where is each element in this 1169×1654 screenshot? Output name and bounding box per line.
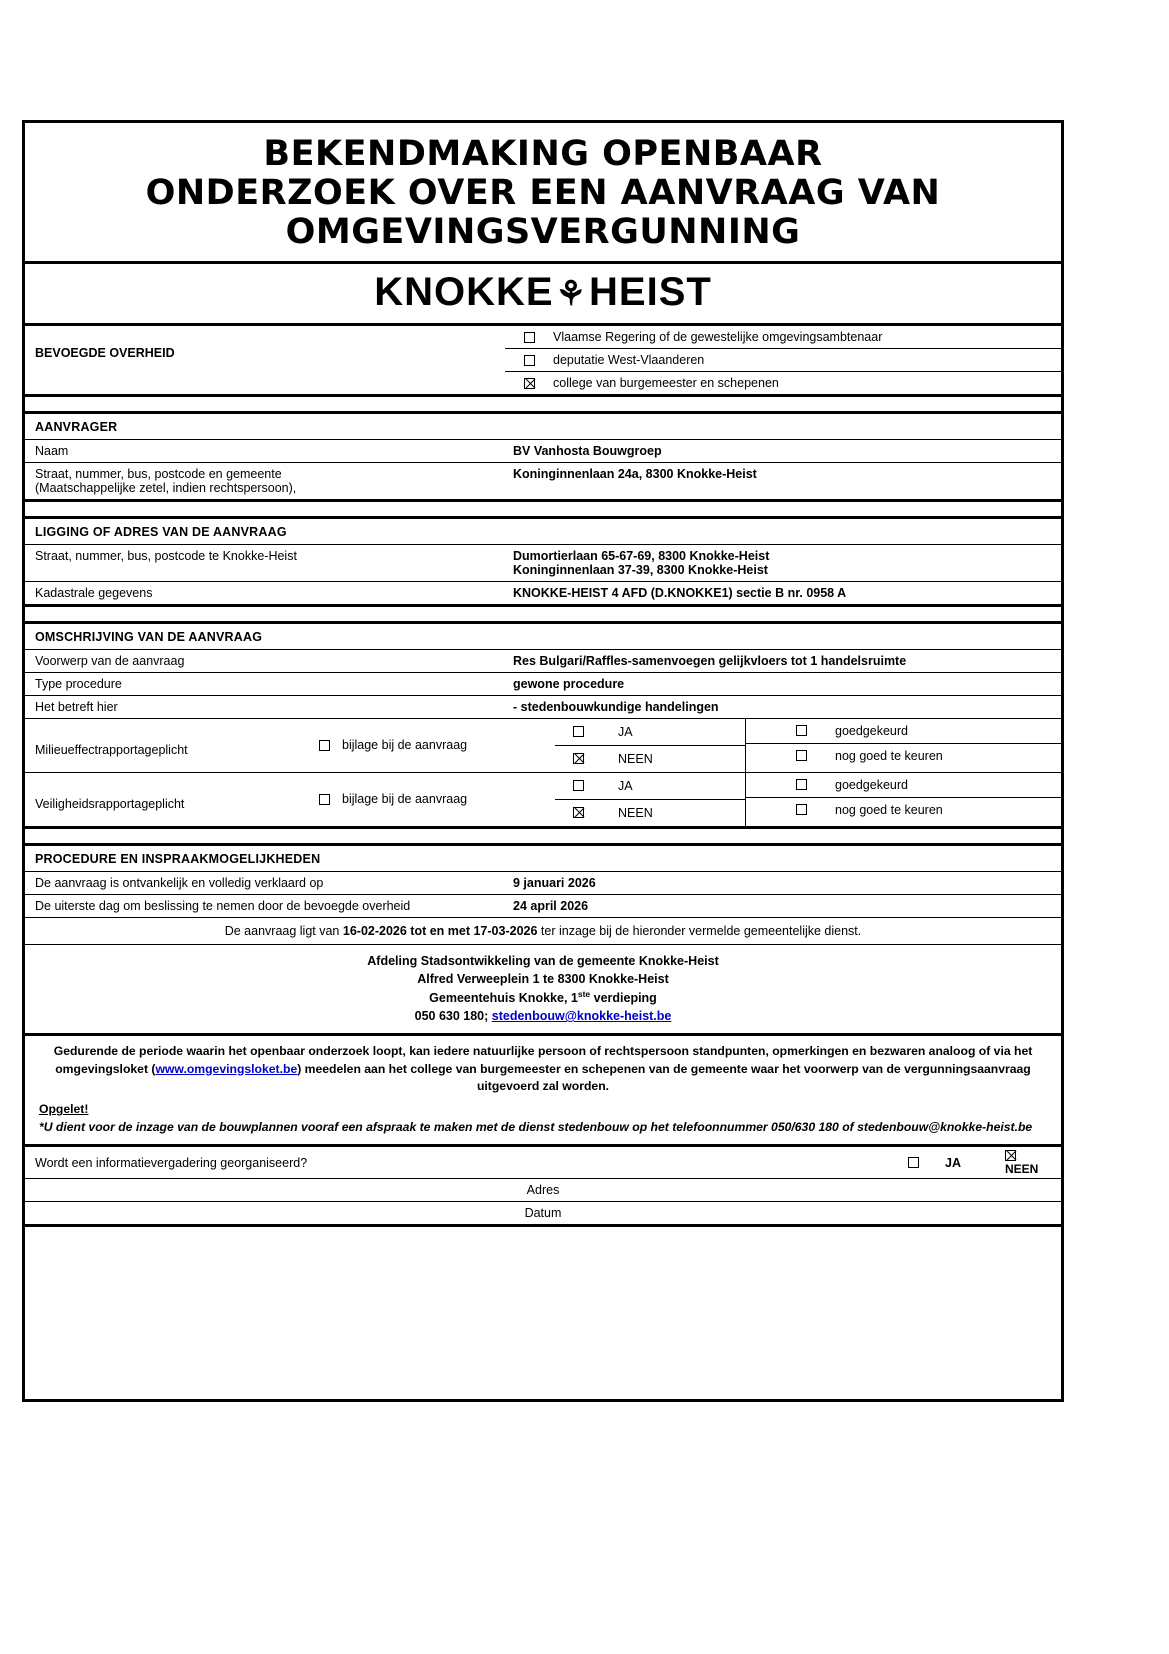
inspection-post-text: ter inzage bij de hieronder vermelde gemeentelijke dienst. [540, 923, 862, 938]
office-floor-b: verdieping [590, 990, 657, 1005]
mer-ja-neen [555, 719, 745, 772]
authority-checkbox-college[interactable] [524, 378, 535, 389]
applicant-name-row [25, 440, 1061, 463]
inspection-dates: 16-02-2026 tot en met 17-03-2026 [342, 923, 538, 938]
authority-option-row[interactable] [505, 349, 1061, 372]
vr-approved-checkbox[interactable] [796, 779, 807, 790]
authority-options [505, 326, 1061, 394]
mer-ja-row[interactable] [555, 719, 745, 746]
mer-to-approve-label: nog goed te keuren [835, 748, 943, 763]
vr-neen-label: NEEN [618, 805, 653, 820]
mer-neen-row[interactable] [555, 746, 745, 772]
authority-option-row[interactable] [505, 372, 1061, 394]
omgevingsloket-link[interactable]: www.omgevingsloket.be [155, 1061, 298, 1076]
description-subject-row [25, 650, 1061, 673]
authority-option-label: deputatie West-Vlaanderen [553, 352, 705, 367]
mer-attachment-checkbox[interactable] [319, 740, 330, 751]
vr-to-approve-label: nog goed te keuren [835, 802, 943, 817]
applicant-section [25, 414, 1061, 502]
office-email-link[interactable]: stedenbouw@knokke-heist.be [491, 1009, 672, 1024]
divider [25, 397, 1061, 414]
city-logo [25, 264, 1061, 326]
description-procedure-row [25, 673, 1061, 696]
description-subject-value: Res Bulgari/Raffles-samenvoegen gelijkvloers tot 1 handelsruimte [513, 653, 907, 668]
office-floor [33, 988, 1053, 1007]
mer-to-approve-row[interactable] [746, 744, 1061, 768]
inspection-pre-text: De aanvraag ligt van [224, 923, 340, 938]
office-address: Alfred Verweeplein 1 te 8300 Knokke-Heist [417, 971, 669, 986]
description-subject-label: Voorwerp van de aanvraag [35, 653, 185, 668]
info-meeting-neen-label: NEEN [1005, 1161, 1039, 1176]
procedure-deadline-label: De uiterste dag om beslissing te nemen door de bevoegde overheid [35, 898, 411, 913]
vr-attachment-checkbox[interactable] [319, 794, 330, 805]
procedure-receivable-label: De aanvraag is ontvankelijk en volledig verklaard op [35, 875, 324, 890]
vr-ja-row[interactable] [555, 773, 745, 800]
vr-approved-row[interactable] [746, 773, 1061, 798]
authority-option-label: college van burgemeester en schepenen [553, 375, 779, 390]
authority-label: BEVOEGDE OVERHEID [35, 345, 175, 360]
mer-row [25, 719, 1061, 773]
office-floor-a: Gemeentehuis Knokke, 1 [429, 990, 578, 1005]
info-meeting-datum-row: Datum [524, 1206, 562, 1221]
procedure-deadline-row [25, 895, 1061, 918]
divider [25, 607, 1061, 624]
notice-text-b: ) meedelen aan het college van burgemeester en schepenen van de gemeente waar het voorwerp van de vergunningsaanvraag uitgevoerd zal worden. [297, 1061, 1031, 1093]
mer-approved-label: goedgekeurd [835, 723, 908, 738]
vr-attachment[interactable] [315, 773, 555, 826]
procedure-receivable-row [25, 872, 1061, 895]
opgelet-header: Opgelet! [39, 1102, 89, 1117]
notice-text [25, 1036, 1061, 1097]
description-band-title: OMSCHRIJVING VAN DE AANVRAAG [25, 624, 1061, 650]
vr-ja-label: JA [618, 778, 633, 793]
location-cadastral-label: Kadastrale gegevens [35, 585, 153, 600]
document-title [25, 123, 1061, 264]
location-cadastral-value: KNOKKE-HEIST 4 AFD (D.KNOKKE1) sectie B nr. 0958 A [513, 585, 847, 600]
vr-label: Veiligheidsrapportageplicht [35, 796, 185, 811]
notice-text-a: Gedurende de periode waarin het openbaar onderzoek loopt, kan iedere natuurlijke persoon of rechtspersoon standpunten, opmerkingen en bezwaren analoog of via het omgevingsloket ( [53, 1044, 1033, 1076]
mer-attachment[interactable] [315, 719, 555, 772]
mer-to-approve-checkbox[interactable] [796, 750, 807, 761]
location-address-label: Straat, nummer, bus, postcode te Knokke-Heist [35, 548, 297, 563]
location-address-line2: Koninginnenlaan 37-39, 8300 Knokke-Heist [513, 562, 768, 577]
mer-attachment-label: bijlage bij de aanvraag [342, 738, 468, 753]
info-meeting-row [25, 1147, 1061, 1180]
description-procedure-label: Type procedure [35, 676, 122, 691]
divider [25, 829, 1061, 846]
procedure-office-block [25, 945, 1061, 1034]
info-meeting-adres-row: Adres [25, 1179, 1061, 1202]
title-line-1: BEKENDMAKING OPENBAAR [263, 134, 823, 174]
office-contact [33, 1007, 1053, 1025]
mer-label: Milieueffectrapportageplicht [35, 742, 188, 757]
authority-option-label: Vlaamse Regering of de gewestelijke omgevingsambtenaar [553, 329, 883, 344]
description-procedure-value: gewone procedure [513, 676, 625, 691]
document-frame [22, 120, 1064, 1227]
applicant-address-label-line2: (Maatschappelijke zetel, indien rechtspersoon), [35, 480, 297, 495]
empty-bottom-area [22, 1227, 1064, 1402]
mer-neen-label: NEEN [618, 751, 653, 766]
mer-ja-label: JA [618, 724, 633, 739]
vr-to-approve-row[interactable] [746, 798, 1061, 822]
divider [25, 502, 1061, 519]
mer-ja-checkbox[interactable] [573, 726, 584, 737]
opgelet-text: *U dient voor de inzage van de bouwplannen vooraf een afspraak te maken met de dienst stedenbouw op het telefoonnummer 050/630 180 of stedenbouw@knokke-heist.be [39, 1119, 1033, 1134]
location-section [25, 519, 1061, 607]
procedure-deadline-date: 24 april 2026 [513, 898, 589, 913]
city-name-part2: HEIST [589, 269, 712, 314]
location-address-row [25, 545, 1061, 582]
procedure-inspection-period [25, 918, 1061, 945]
office-department: Afdeling Stadsontwikkeling van de gemeente Knokke-Heist [367, 953, 719, 968]
title-line-2: ONDERZOEK OVER EEN AANVRAAG VAN [145, 173, 941, 214]
vr-row [25, 773, 1061, 826]
procedure-receivable-date: 9 januari 2026 [513, 875, 596, 890]
applicant-address-row [25, 463, 1061, 499]
location-cadastral-row [25, 582, 1061, 604]
notice-section [25, 1036, 1061, 1147]
poster-document [22, 120, 1064, 1402]
vr-approved-label: goedgekeurd [835, 777, 908, 792]
info-meeting-neen-checkbox[interactable] [1005, 1150, 1016, 1161]
applicant-address-value: Koninginnenlaan 24a, 8300 Knokke-Heist [513, 466, 757, 481]
vr-neen-checkbox[interactable] [573, 807, 584, 818]
vr-to-approve-checkbox[interactable] [796, 804, 807, 815]
mer-approved-checkbox[interactable] [796, 725, 807, 736]
title-line-3: OMGEVINGSVERGUNNING [285, 212, 801, 253]
info-meeting-neen[interactable] [1001, 1147, 1061, 1179]
flower-icon: ⚘ [555, 275, 588, 314]
info-meeting-ja-label: JA [945, 1155, 961, 1170]
description-concerns-row [25, 696, 1061, 719]
applicant-name-value: BV Vanhosta Bouwgroep [513, 443, 662, 458]
info-meeting-section [25, 1147, 1061, 1228]
info-meeting-ja-checkbox[interactable] [908, 1157, 919, 1168]
authority-section [25, 326, 1061, 397]
vr-attachment-label: bijlage bij de aanvraag [342, 792, 468, 807]
mer-neen-checkbox[interactable] [573, 753, 584, 764]
location-address-line1: Dumortierlaan 65-67-69, 8300 Knokke-Heist [513, 548, 770, 563]
mer-approved-row[interactable] [746, 719, 1061, 744]
applicant-address-label-line1: Straat, nummer, bus, postcode en gemeente [35, 466, 282, 481]
authority-option-row[interactable] [505, 326, 1061, 349]
mer-approval [745, 719, 1061, 772]
description-concerns-label: Het betreft hier [35, 699, 118, 714]
procedure-band-title: PROCEDURE EN INSPRAAKMOGELIJKHEDEN [25, 846, 1061, 872]
office-floor-sup: ste [577, 988, 591, 999]
description-section [25, 624, 1061, 829]
office-phone: 050 630 180; [414, 1009, 492, 1024]
applicant-name-label: Naam [35, 443, 69, 458]
opgelet-block [25, 1097, 1061, 1144]
city-name-part1: KNOKKE [374, 269, 554, 314]
applicant-band-title: AANVRAGER [25, 414, 1061, 440]
authority-checkbox-deputatie[interactable] [524, 355, 535, 366]
description-concerns-value: - stedenbouwkundige handelingen [513, 699, 719, 714]
location-address-value [505, 545, 1061, 581]
procedure-section [25, 846, 1061, 1037]
vr-approval [745, 773, 1061, 826]
vr-neen-row[interactable] [555, 800, 745, 826]
info-meeting-question: Wordt een informatievergadering georganiseerd? [35, 1155, 308, 1170]
applicant-address-label [25, 463, 505, 499]
authority-checkbox-vlaamse-regering[interactable] [524, 332, 535, 343]
vr-ja-neen [555, 773, 745, 826]
info-meeting-ja[interactable] [908, 1156, 1001, 1170]
vr-ja-checkbox[interactable] [573, 780, 584, 791]
location-band-title: LIGGING OF ADRES VAN DE AANVRAAG [25, 519, 1061, 545]
